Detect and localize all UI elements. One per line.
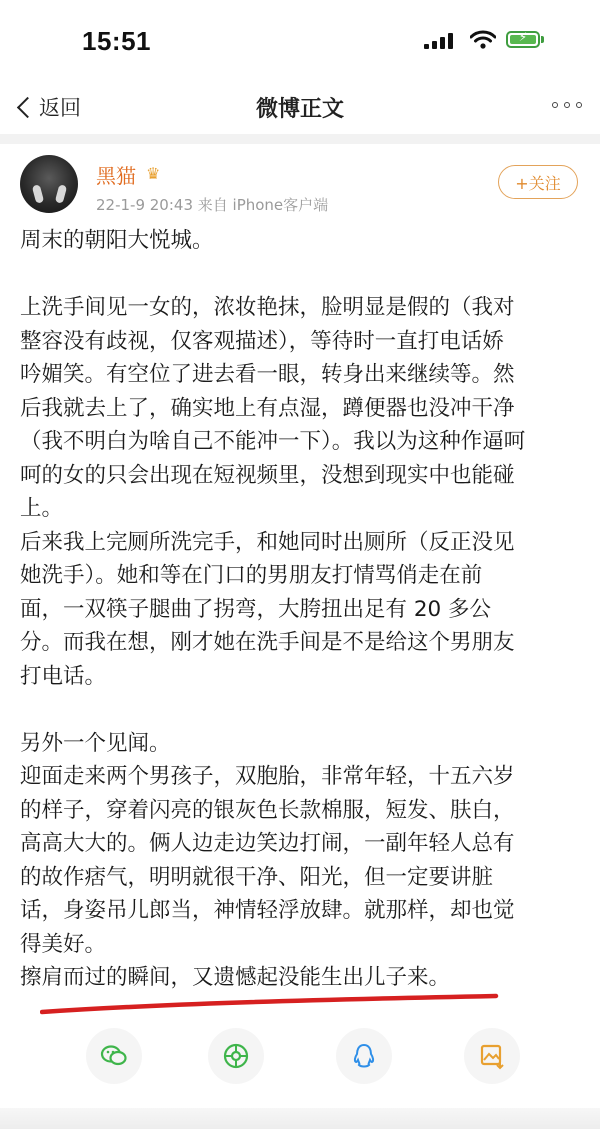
post-line: 周末的朝阳大悦城。 xyxy=(20,228,214,253)
share-qq-button[interactable] xyxy=(336,1028,392,1084)
cellular-signal-icon xyxy=(424,33,456,49)
nav-bar xyxy=(0,80,600,134)
post-line: 的故作痞气，明明就很干净、阳光，但一定要讲脏 xyxy=(20,864,494,890)
status-bar xyxy=(0,0,600,80)
post-line: 呵的女的只会出现在短视频里，没想到现实中也能碰 xyxy=(20,462,515,488)
dot-icon xyxy=(564,102,570,108)
battery-cap xyxy=(541,36,544,43)
more-options-button[interactable] xyxy=(552,102,582,108)
post-line: 话，身姿吊儿郎当，神情轻浮放肆。就那样，却也觉 xyxy=(20,898,515,923)
post-line: 分。而我在想，刚才她在洗手间是不是给这个男朋友 xyxy=(20,630,515,655)
post-line: 整容没有歧视，仅客观描述），等待时一直打电话娇 xyxy=(20,328,504,354)
post-line: 得美好。 xyxy=(20,931,107,957)
follow-button[interactable]: +关注 xyxy=(498,165,578,199)
battery-icon: ⚡ xyxy=(506,31,540,48)
post-meta: 22-1-9 20:43 来自 iPhone客户端 xyxy=(96,196,329,214)
post-line: 面，一双筷子腿曲了拐弯，大胯扭出足有 20 多公 xyxy=(20,596,492,622)
page-title: 微博正文 xyxy=(255,97,344,122)
author-name[interactable]: 黑猫 xyxy=(96,164,136,188)
blank-line xyxy=(20,693,585,727)
share-moments-button[interactable] xyxy=(208,1028,264,1084)
bottom-bar xyxy=(0,1108,600,1129)
post-line: 迎面走来两个男孩子，双胞胎，非常年轻，十五六岁 xyxy=(20,764,515,789)
save-image-icon xyxy=(478,1042,506,1070)
share-bar xyxy=(0,1028,600,1088)
post-line: 另外一个见闻。 xyxy=(20,730,171,756)
crown-icon: ♛ xyxy=(146,164,161,183)
post-line: 打电话。 xyxy=(20,663,107,689)
share-wechat-button[interactable] xyxy=(86,1028,142,1084)
save-image-button[interactable] xyxy=(464,1028,520,1084)
post-line: （我不明白为啥自己不能冲一下）。我以为这种作逼呵 xyxy=(20,429,526,454)
status-time: 15:51 xyxy=(82,26,151,56)
post-line: 上。 xyxy=(20,496,64,521)
blank-line xyxy=(20,258,585,292)
post-line: 她洗手）。她和等在门口的男朋友打情骂俏走在前 xyxy=(20,563,483,588)
post-line: 后来我上完厕所洗完手，和她同时出厕所（反正没见 xyxy=(20,529,515,555)
post-line: 擦肩而过的瞬间，又遗憾起没能生出儿子来。 xyxy=(20,965,451,990)
back-label: 返回 xyxy=(39,96,81,120)
qq-icon xyxy=(350,1042,378,1070)
dot-icon xyxy=(552,102,558,108)
post-line: 吟媚笑。有空位了进去看一眼，转身出来继续等。然 xyxy=(20,362,515,387)
post-body xyxy=(20,224,585,995)
wechat-icon xyxy=(100,1042,128,1070)
divider xyxy=(0,134,600,144)
red-underline-annotation xyxy=(40,990,500,1020)
post-line: 高高大大的。俩人边走边笑边打闹，一副年轻人总有 xyxy=(20,831,515,856)
moments-icon xyxy=(222,1042,250,1070)
post-line: 上洗手间见一女的，浓妆艳抹，脸明显是假的（我对 xyxy=(20,295,515,320)
post-line: 的样子，穿着闪亮的银灰色长款棉服，短发、肤白， xyxy=(20,797,515,823)
avatar[interactable] xyxy=(20,155,78,213)
dot-icon xyxy=(576,102,582,108)
wifi-icon xyxy=(470,30,496,50)
post-line: 后我就去上了，确实地上有点湿，蹲便器也没冲干净 xyxy=(20,395,515,421)
